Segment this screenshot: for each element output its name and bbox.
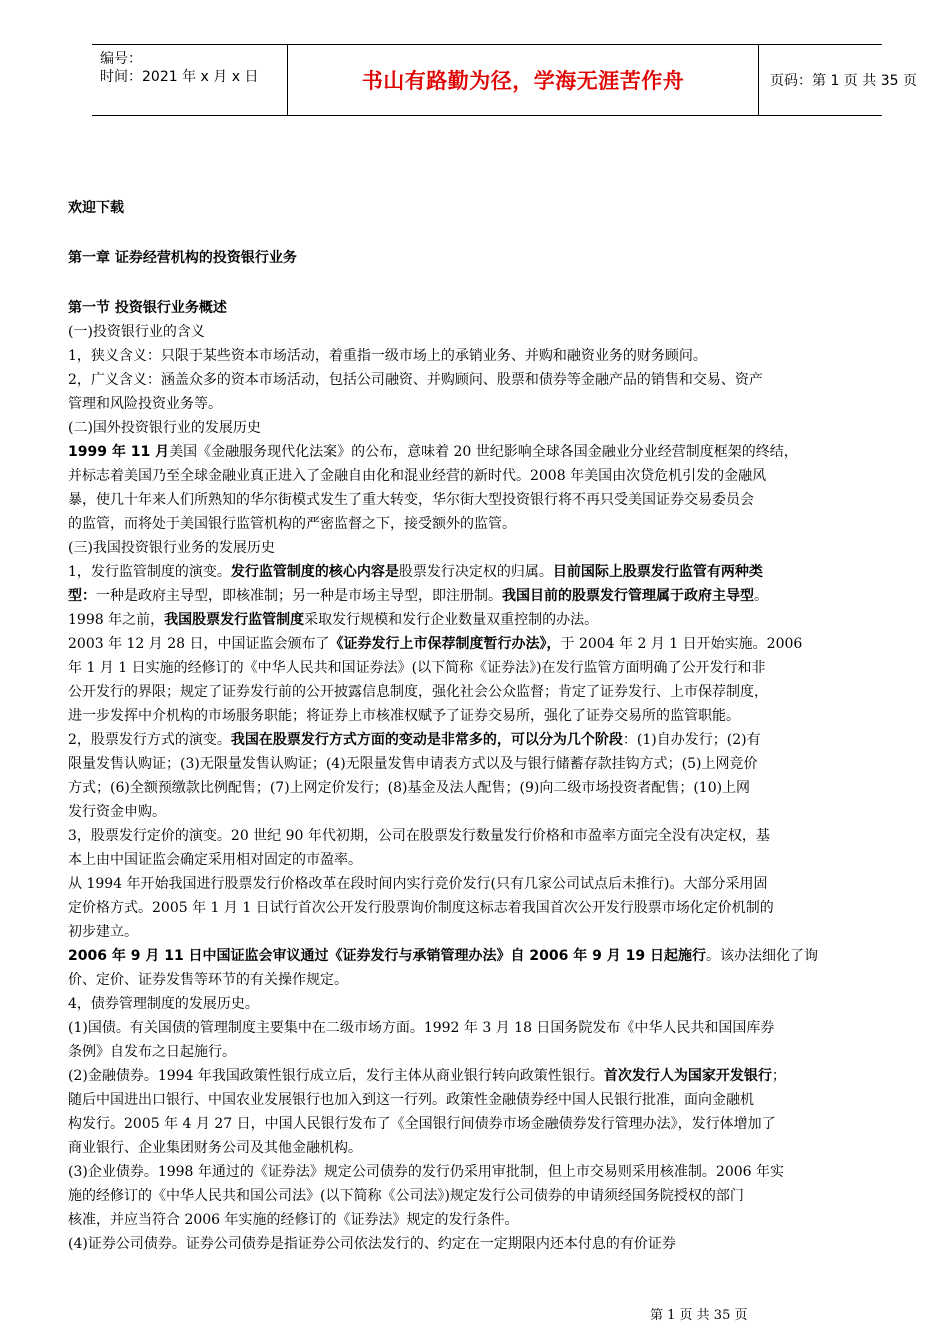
text-segment: 商业银行、企业集团财务公司及其他金融机构。	[68, 1140, 362, 1156]
text-segment: 本上由中国证监会确定采用相对固定的市盈率。	[68, 852, 362, 868]
text-line	[68, 416, 908, 440]
bold-text-segment: 我国股票发行监管制度	[164, 612, 305, 628]
text-segment: 。	[754, 588, 768, 604]
text-segment: 随后中国进出口银行、中国农业发展银行也加入到这一行列。政策性金融债券经中国人民银行批准，面向金融机	[68, 1092, 754, 1108]
text-segment: 1998 年之前，	[68, 612, 165, 628]
text-segment: 条例》自发布之日起施行。	[68, 1044, 236, 1060]
bold-text-segment: 2006 年 9 月 11 日中国证监会审议通过《证券发行与承销管理办法》自 2006 年 9 月 19 日起施行	[68, 948, 706, 964]
text-segment: (一)投资银行业的含义	[68, 324, 205, 340]
bold-text-segment: 我国目前的股票发行管理属于政府主导型	[502, 588, 754, 604]
serial-label: 编号：	[100, 51, 142, 67]
text-segment: 价、定价、证券发售等环节的有关操作规定。	[68, 972, 348, 988]
text-segment: 美国《金融服务现代化法案》的公布，意味着 20 世纪影响全球各国金融业分业经营制度框架的终结，	[169, 444, 798, 460]
text-line	[68, 680, 908, 704]
text-segment: 管理和风险投资业务等。	[68, 396, 222, 412]
text-line	[68, 656, 908, 680]
text-segment: 定价格方式。2005 年 1 月 1 日试行首次公开发行股票询价制度这标志着我国首次公开发行股票市场化定价机制的	[68, 900, 774, 916]
text-segment: (二)国外投资银行业的发展历史	[68, 420, 261, 436]
text-segment: 股票发行决定权的归属。	[398, 564, 553, 580]
text-line	[68, 848, 908, 872]
document-body	[68, 196, 908, 1256]
text-line	[68, 704, 908, 728]
text-line	[68, 1112, 908, 1136]
bold-text-segment: 《证券发行上市保荐制度暂行办法》，	[329, 636, 561, 652]
text-line	[68, 488, 908, 512]
text-segment: 1，发行监管制度的演变。	[68, 564, 231, 580]
bold-text-segment: 1999 年 11 月	[68, 444, 170, 460]
text-line	[68, 608, 908, 632]
text-line	[68, 440, 908, 464]
text-segment: 发行资金申购。	[68, 804, 166, 820]
text-segment: 于 2004 年 2 月 1 日开始实施。2006	[560, 636, 803, 652]
text-segment: 构发行。2005 年 4 月 27 日，中国人民银行发布了《全国银行间债券市场金融债券发行管理办法》，发行体增加了	[68, 1116, 776, 1132]
text-segment: (2)金融债券。1994 年我国政策性银行成立后，发行主体从商业银行转向政策性银行。	[68, 1068, 604, 1084]
text-line	[68, 728, 908, 752]
text-segment: 2，股票发行方式的演变。	[68, 732, 231, 748]
text-segment: 。该办法细化了询	[706, 948, 818, 964]
text-segment: 限量发售认购证；(3)无限量发售认购证；(4)无限量发售申请表方式以及与银行储蓄存款挂钩方式；(5)上网竞价	[68, 756, 758, 772]
text-segment: 1，狭义含义：只限于某些资本市场活动，着重指一级市场上的承销业务、并购和融资业务的财务顾问。	[68, 348, 707, 364]
text-line	[68, 536, 908, 560]
text-segment: 采取发行规模和发行企业数量双重控制的办法。	[304, 612, 599, 628]
bold-text-segment: 首次发行人为国家开发银行	[603, 1068, 772, 1084]
header-info-cell	[92, 45, 288, 115]
text-line	[68, 752, 908, 776]
bold-text-segment: 我国在股票发行方式方面的变动是非常多的，可以分为几个阶段	[230, 732, 623, 748]
page-label: 页码：第 1 页 共 35 页	[770, 73, 917, 89]
text-line	[68, 1040, 908, 1064]
text-segment: 暴，使几十年来人们所熟知的华尔街模式发生了重大转变，华尔街大型投资银行将不再只受美国证券交易委员会	[68, 492, 754, 508]
text-line	[68, 464, 908, 488]
text-line	[68, 992, 908, 1016]
page-footer: 第 1 页 共 35 页	[650, 1308, 748, 1323]
text-line	[68, 1208, 908, 1232]
text-segment: ；	[771, 1068, 786, 1084]
text-line	[68, 1232, 908, 1256]
time-label: 时间：2021 年 x 月 x 日	[100, 69, 259, 85]
text-segment: 的监管，而将处于美国银行监管机构的严密监督之下，接受额外的监管。	[68, 516, 516, 532]
text-line	[68, 1016, 908, 1040]
chapter-title: 第一章 证券经营机构的投资银行业务	[68, 250, 297, 266]
body-paragraphs	[68, 320, 908, 1256]
text-line	[68, 320, 908, 344]
text-segment: (1)国债。有关国债的管理制度主要集中在二级市场方面。1992 年 3 月 18 日国务院发布《中华人民共和国国库券	[68, 1020, 775, 1036]
text-line	[68, 392, 908, 416]
text-line	[68, 1136, 908, 1160]
text-segment: ：(1)自办发行；(2)有	[622, 732, 761, 748]
text-segment: (3)企业债券。1998 年通过的《证券法》规定公司债券的发行仍采用审批制，但上市交易则采用核准制。2006 年实	[68, 1164, 784, 1180]
bold-text-segment: 目前国际上股票发行监管有两种类	[552, 564, 763, 580]
text-segment: (4)证券公司债券。证券公司债券是指证券公司依法发行的、约定在一定期限内还本付息的有价证券	[68, 1236, 676, 1252]
text-line	[68, 368, 908, 392]
text-line	[68, 1064, 908, 1088]
text-segment: 一种是政府主导型，即核准制；另一种是市场主导型，即注册制。	[96, 588, 502, 604]
text-segment: 进一步发挥中介机构的市场服务职能；将证券上市核准权赋予了证券交易所，强化了证券交易所的监管职能。	[68, 708, 740, 724]
text-line	[68, 1088, 908, 1112]
welcome-text: 欢迎下载	[68, 200, 124, 216]
text-line	[68, 776, 908, 800]
text-line	[68, 896, 908, 920]
section-title: 第一节 投资银行业务概述	[68, 300, 227, 316]
text-line	[68, 560, 908, 584]
header-table	[92, 44, 917, 116]
text-line	[68, 512, 908, 536]
text-segment: 2003 年 12 月 28 日，中国证监会颁布了	[68, 636, 330, 652]
text-line	[68, 800, 908, 824]
text-segment: 年 1 月 1 日实施的经修订的《中华人民共和国证券法》(以下简称《证券法》)在发行监管方面明确了公开发行和非	[68, 660, 766, 676]
text-segment: 核准，并应当符合 2006 年实施的经修订的《证券法》规定的发行条件。	[68, 1212, 519, 1228]
bold-text-segment: 型：	[68, 588, 96, 604]
text-line	[68, 584, 908, 608]
text-line	[68, 824, 908, 848]
text-segment: 2，广义含义：涵盖众多的资本市场活动，包括公司融资、并购顾问、股票和债券等金融产品的销售和交易、资产	[68, 372, 763, 388]
text-segment: 公开发行的界限；规定了证券发行前的公开披露信息制度，强化社会公众监督；肯定了证券发行、上市保荐制度，	[68, 684, 768, 700]
text-segment: 施的经修订的《中华人民共和国公司法》(以下简称《公司法》)规定发行公司债券的申请须经国务院授权的部门	[68, 1188, 744, 1204]
text-segment: 并标志着美国乃至全球金融业真正进入了金融自由化和混业经营的新时代。2008 年美国由次贷危机引发的金融风	[68, 468, 767, 484]
text-segment: 方式；(6)全额预缴款比例配售；(7)上网定价发行；(8)基金及法人配售；(9)向二级市场投资者配售；(10)上网	[68, 780, 751, 796]
text-line	[68, 872, 908, 896]
text-segment: 3，股票发行定价的演变。20 世纪 90 年代初期，公司在股票发行数量发行价格和市盈率方面完全没有决定权，基	[68, 828, 770, 844]
text-line	[68, 344, 908, 368]
text-line	[68, 1160, 908, 1184]
text-line	[68, 1184, 908, 1208]
text-line	[68, 968, 908, 992]
header-motto-cell	[288, 45, 759, 115]
text-line	[68, 920, 908, 944]
text-segment: (三)我国投资银行业务的发展历史	[68, 540, 275, 556]
text-segment: 从 1994 年开始我国进行股票发行价格改革在段时间内实行竞价发行(只有几家公司试点后未推行)。大部分采用固	[68, 876, 768, 892]
text-segment: 4，债券管理制度的发展历史。	[68, 996, 259, 1012]
text-segment: 初步建立。	[68, 924, 138, 940]
header-page-cell	[758, 45, 917, 115]
bold-text-segment: 发行监管制度的核心内容是	[230, 564, 399, 580]
motto: 书山有路勤为径，学海无涯苦作舟	[361, 69, 685, 93]
text-line	[68, 632, 908, 656]
text-line	[68, 944, 908, 968]
